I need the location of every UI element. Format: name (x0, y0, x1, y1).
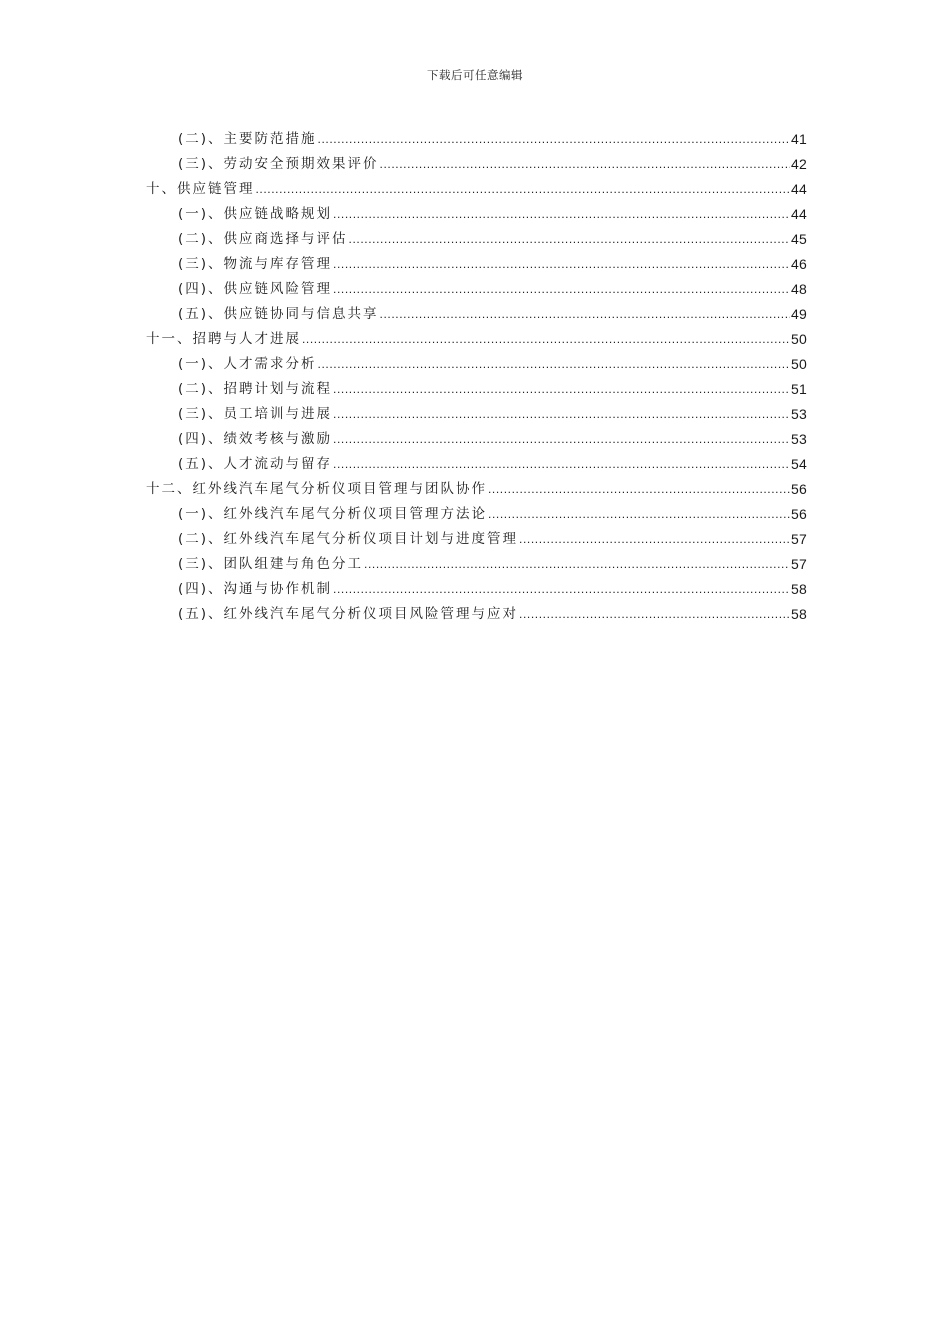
toc-dot-leader (333, 405, 790, 423)
toc-entry-title: (五)、供应链协同与信息共享 (178, 306, 379, 322)
toc-entry-page: 53 (791, 406, 807, 422)
toc-entry-page: 50 (791, 356, 807, 372)
toc-dot-leader (519, 605, 790, 623)
toc-entry-title: (三)、员工培训与进展 (178, 406, 333, 422)
toc-dot-leader (488, 480, 790, 498)
toc-entry[interactable] (178, 576, 807, 598)
toc-entry-title: (一)、供应链战略规划 (178, 206, 333, 222)
toc-dot-leader (364, 555, 790, 573)
toc-entry-page: 57 (791, 556, 807, 572)
toc-dot-leader (318, 355, 790, 373)
toc-entry[interactable] (178, 451, 807, 473)
toc-entry-page: 51 (791, 381, 807, 397)
toc-entry-page: 44 (791, 206, 807, 222)
page-header: 下载后可任意编辑 (427, 68, 523, 82)
toc-entry-title: (二)、红外线汽车尾气分析仪项目计划与进度管理 (178, 531, 519, 547)
toc-dot-leader (488, 505, 790, 523)
toc-entry[interactable] (178, 351, 807, 373)
toc-dot-leader (318, 130, 790, 148)
toc-entry-page: 54 (791, 456, 807, 472)
toc-entry[interactable] (178, 301, 807, 323)
toc-entry-title: (四)、供应链风险管理 (178, 281, 333, 297)
toc-entry-page: 50 (791, 331, 807, 347)
toc-entry-page: 44 (791, 181, 807, 197)
toc-entry[interactable] (178, 126, 807, 148)
toc-entry[interactable] (178, 151, 807, 173)
toc-entry-page: 46 (791, 256, 807, 272)
toc-entry[interactable] (178, 551, 807, 573)
toc-entry-page: 58 (791, 581, 807, 597)
toc-entry[interactable] (178, 376, 807, 398)
toc-entry-page: 57 (791, 531, 807, 547)
toc-entry-page: 41 (791, 131, 807, 147)
toc-entry-page: 53 (791, 431, 807, 447)
toc-entry-title: (四)、沟通与协作机制 (178, 581, 333, 597)
toc-entry[interactable] (178, 251, 807, 273)
toc-entry[interactable] (178, 501, 807, 523)
toc-entry-page: 48 (791, 281, 807, 297)
toc-entry-page: 56 (791, 481, 807, 497)
toc-entry-title: (五)、人才流动与留存 (178, 456, 333, 472)
toc-entry-title: (二)、招聘计划与流程 (178, 381, 333, 397)
toc-entry-page: 58 (791, 606, 807, 622)
toc-entry-title: 十二、红外线汽车尾气分析仪项目管理与团队协作 (146, 481, 487, 497)
toc-dot-leader (519, 530, 790, 548)
toc-entry-page: 49 (791, 306, 807, 322)
toc-entry[interactable] (146, 176, 807, 198)
toc-dot-leader (333, 430, 790, 448)
toc-entry[interactable] (146, 476, 807, 498)
toc-entry-title: (三)、劳动安全预期效果评价 (178, 156, 379, 172)
toc-dot-leader (333, 455, 790, 473)
toc-dot-leader (349, 230, 790, 248)
toc-dot-leader (333, 380, 790, 398)
toc-entry-title: (一)、人才需求分析 (178, 356, 317, 372)
toc-entry[interactable] (178, 401, 807, 423)
toc-dot-leader (256, 180, 791, 198)
toc-dot-leader (380, 155, 790, 173)
toc-entry-title: 十、供应链管理 (146, 181, 255, 197)
toc-entry-page: 56 (791, 506, 807, 522)
toc-entry[interactable] (178, 226, 807, 248)
toc-entry-title: (三)、物流与库存管理 (178, 256, 333, 272)
toc-entry-title: 十一、招聘与人才进展 (146, 331, 301, 347)
toc-entry-title: (二)、主要防范措施 (178, 131, 317, 147)
toc-entry-title: (三)、团队组建与角色分工 (178, 556, 364, 572)
toc-dot-leader (333, 580, 790, 598)
toc-entry[interactable] (178, 426, 807, 448)
toc-entry[interactable] (178, 276, 807, 298)
toc-entry-page: 45 (791, 231, 807, 247)
toc-entry[interactable] (178, 526, 807, 548)
toc-entry[interactable] (146, 326, 807, 348)
toc-entry-title: (五)、红外线汽车尾气分析仪项目风险管理与应对 (178, 606, 519, 622)
toc-entry-page: 42 (791, 156, 807, 172)
toc-dot-leader (333, 255, 790, 273)
toc-dot-leader (333, 205, 790, 223)
toc-entry[interactable] (178, 201, 807, 223)
toc-entry-title: (四)、绩效考核与激励 (178, 431, 333, 447)
toc-dot-leader (380, 305, 790, 323)
toc-entry[interactable] (178, 601, 807, 623)
toc-dot-leader (302, 330, 790, 348)
toc-entry-title: (一)、红外线汽车尾气分析仪项目管理方法论 (178, 506, 488, 522)
toc-dot-leader (333, 280, 790, 298)
toc-entry-title: (二)、供应商选择与评估 (178, 231, 348, 247)
